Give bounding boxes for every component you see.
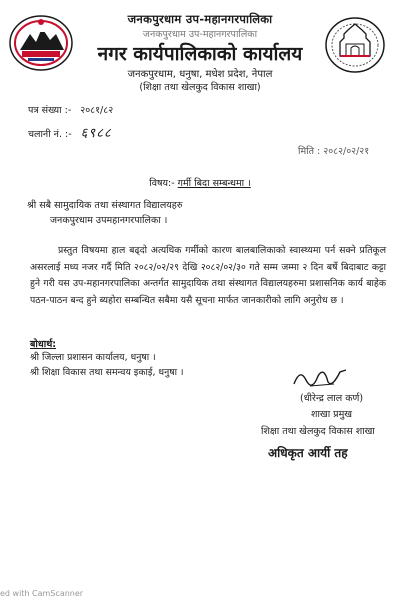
patra-label: पत्र संख्या :- [28,105,72,116]
scanner-footer: ed with CamScanner [0,589,84,598]
chalani-value: ६९८८ [80,126,112,141]
patra-value: २०८१/८२ [80,105,114,116]
municipality-name-faint: जनकपुरधाम उप-महानगरपालिका [142,29,258,40]
subject-line [0,176,400,189]
chalani-number [28,123,112,141]
office-title: नगर कार्यपालिकाको कार्यालय [97,43,303,65]
addressee-line1: श्री सबै सामुदायिक तथा संस्थागत विद्यालयहरु [27,200,183,211]
cc-item: श्री जिल्ला प्रशासन कार्यालय, धनुषा । [30,352,156,363]
signatory-name: (धीरेन्द्र लाल कर्ण) [300,393,364,404]
patra-sankhya [28,103,113,116]
chalani-label: चलानी नं. :- [28,129,72,140]
authorized-stamp: अधिकृत आर्यी तह [268,446,348,460]
office-address: जनकपुरधाम, धनुषा, मधेश प्रदेश, नेपाल [127,69,273,80]
signatory-title: शाखा प्रमुख [311,409,353,420]
signatory-branch: शिक्षा तथा खेलकुद विकास शाखा [261,426,375,437]
addressee-line2: जनकपुरधाम उपमहानगरपालिका । [50,215,168,226]
letter-body: प्रस्तुत विषयमा हाल बढ्दो अत्यधिक गर्मीको कारण बालबालिकाको स्वास्थ्यमा पर्न सक्ने प्रतिकूल असरलाई मध्य नजर गर्दै मिति २०८२/०२/२९ देखि २०८२/०२/३० गते सम्म जम्मा २ दिन बर्षे बिदाबाट कट्टा हुने गरी यस उप-महानगरपालिका अन्तर्गत सामुदायिक तथा संस्थागत विद्यालयहरुमा प्रशासनिक कार्य बाहेक पठन-पाठन बन्द हुने ब्यहोरा सम्बन्धित सबैमा यसै सूचना मार्फत जानकारीको लागि अनुरोध छ । [30,245,386,306]
subject-label: विषय:- [149,178,175,189]
cc-item: श्री शिक्षा विकास तथा समन्वय इकाई, धनुषा । [30,367,184,378]
signature-mark [290,362,350,392]
office-branch: (शिक्षा तथा खेलकुद विकास शाखा) [139,82,261,93]
letter-date: मिति : २०८२/०२/२१ [298,146,370,157]
subject-text: गर्मी बिदा सम्बन्धमा । [177,178,251,189]
cc-label: बोधार्थ: [30,339,57,350]
municipality-name: जनकपुरधाम उप-महानगरपालिका [127,12,273,26]
